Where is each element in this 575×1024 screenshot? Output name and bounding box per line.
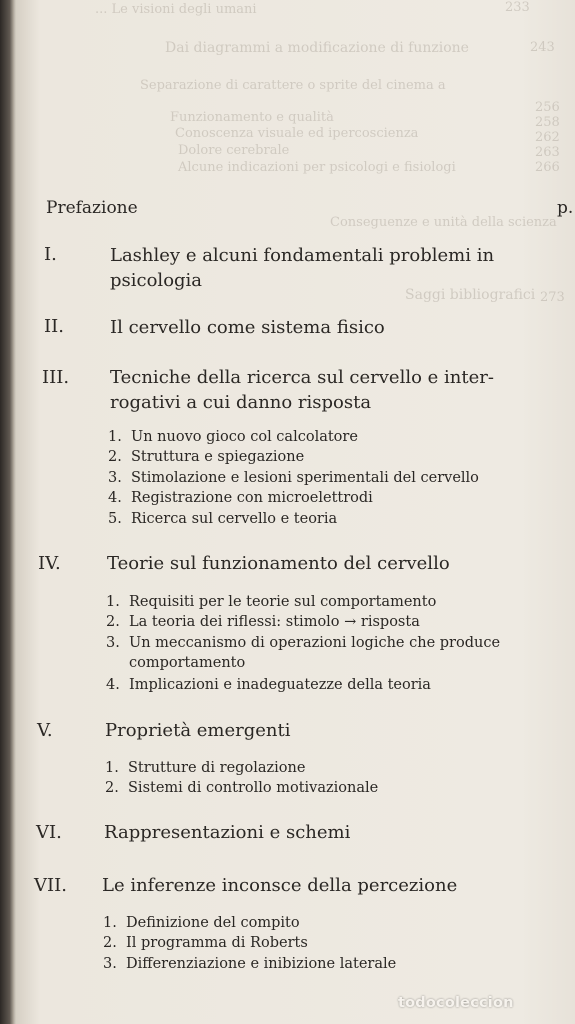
section-item	[103, 954, 396, 975]
section-item	[108, 509, 337, 530]
chapter-title-line: psicologia	[110, 270, 203, 291]
bleed-through-line: Conseguenze e unità della scienza	[330, 215, 557, 230]
bleed-through-page-number: 258	[535, 115, 560, 130]
section-title: Un meccanismo di operazioni logiche che produce	[129, 635, 501, 651]
section-item	[103, 913, 300, 934]
section-item	[108, 447, 304, 468]
chapter-title-line: Tecniche della ricerca sul cervello e inter-	[110, 367, 494, 388]
bleed-through-page-number: 266	[535, 160, 560, 175]
section-title: Differenziazione e inibizione laterale	[126, 956, 397, 972]
section-title: La teoria dei riflessi: stimolo → risposta	[129, 614, 420, 630]
bleed-through-page-number: 263	[535, 145, 560, 160]
chapter-title-line: rogativi a cui danno risposta	[110, 392, 372, 413]
watermark-logo: todocoleccion	[398, 995, 514, 1011]
section-number: 2.	[108, 449, 122, 465]
section-item	[105, 758, 305, 779]
bleed-through-line: Separazione di carattere o sprite del cinema a	[140, 78, 446, 93]
section-item	[103, 933, 308, 954]
section-number: 3.	[106, 635, 120, 651]
bleed-through-page-number: 262	[535, 130, 560, 145]
bleed-through-line: Saggi bibliografici	[405, 287, 536, 303]
section-title: Registrazione con microelettrodi	[131, 490, 373, 506]
chapter-title-line: Rappresentazioni e schemi	[104, 822, 351, 843]
section-item	[106, 633, 500, 654]
section-number: 1.	[105, 760, 119, 776]
section-item	[108, 488, 373, 509]
bleed-through-line: Dai diagrammi a modificazione di funzione	[165, 40, 469, 56]
bleed-through-page-number: 273	[540, 290, 565, 305]
chapter-title-line: Teorie sul funzionamento del cervello	[107, 553, 450, 574]
bleed-through-page-number: 243	[530, 40, 555, 55]
section-item	[105, 778, 378, 799]
bleed-through-line: Dolore cerebrale	[178, 143, 290, 158]
section-number: 2.	[105, 780, 119, 796]
section-number: 2.	[106, 614, 120, 630]
chapter-numeral: VI.	[36, 822, 62, 843]
section-item-continuation	[106, 653, 245, 674]
section-title: Un nuovo gioco col calcolatore	[131, 429, 358, 445]
section-title: Stimolazione e lesioni sperimentali del cervello	[131, 470, 479, 486]
section-item	[108, 468, 479, 489]
preface-label: Prefazione	[46, 198, 138, 218]
bleed-through-page-number: 256	[535, 100, 560, 115]
section-number: 1.	[103, 915, 117, 931]
section-title: Requisiti per le teorie sul comportamento	[129, 594, 437, 610]
section-item	[108, 427, 358, 448]
bleed-through-line: ... Le visioni degli umani	[95, 2, 257, 17]
page-marker: p.	[557, 198, 574, 218]
section-number: 4.	[108, 490, 122, 506]
section-title: Ricerca sul cervello e teoria	[131, 511, 338, 527]
section-item	[106, 675, 431, 696]
chapter-title-line: Il cervello come sistema fisico	[110, 317, 385, 338]
section-number: 3.	[103, 956, 117, 972]
chapter-numeral: V.	[37, 720, 53, 741]
section-title: Implicazioni e inadeguatezze della teoria	[129, 677, 431, 693]
section-number: 4.	[106, 677, 120, 693]
section-title: Il programma di Roberts	[126, 935, 308, 951]
section-number: 5.	[108, 511, 122, 527]
bleed-through-page-number: 233	[505, 0, 530, 15]
chapter-numeral: II.	[44, 316, 64, 337]
section-number: 1.	[108, 429, 122, 445]
chapter-numeral: IV.	[38, 553, 61, 574]
section-item	[106, 592, 436, 613]
bleed-through-line: Funzionamento e qualità	[170, 110, 334, 125]
section-title: Definizione del compito	[126, 915, 300, 931]
chapter-title-line: Proprietà emergenti	[105, 720, 291, 741]
section-title: Struttura e spiegazione	[131, 449, 305, 465]
chapter-title-line: Le inferenze inconsce della percezione	[102, 875, 458, 896]
book-spine-shadow	[0, 0, 14, 1024]
section-title: Sistemi di controllo motivazionale	[128, 780, 379, 796]
section-title: comportamento	[129, 655, 246, 671]
chapter-numeral: III.	[42, 367, 70, 388]
bleed-through-line: Conoscenza visuale ed ipercoscienza	[175, 126, 419, 141]
section-item	[106, 612, 420, 633]
chapter-title-line: Lashley e alcuni fondamentali problemi in	[110, 245, 495, 266]
section-title: Strutture di regolazione	[128, 760, 306, 776]
chapter-numeral: VII.	[34, 875, 67, 896]
section-number: 3.	[108, 470, 122, 486]
chapter-numeral: I.	[44, 244, 57, 265]
section-number: 2.	[103, 935, 117, 951]
section-number: 1.	[106, 594, 120, 610]
bleed-through-line: Alcune indicazioni per psicologi e fisiologi	[178, 160, 456, 175]
